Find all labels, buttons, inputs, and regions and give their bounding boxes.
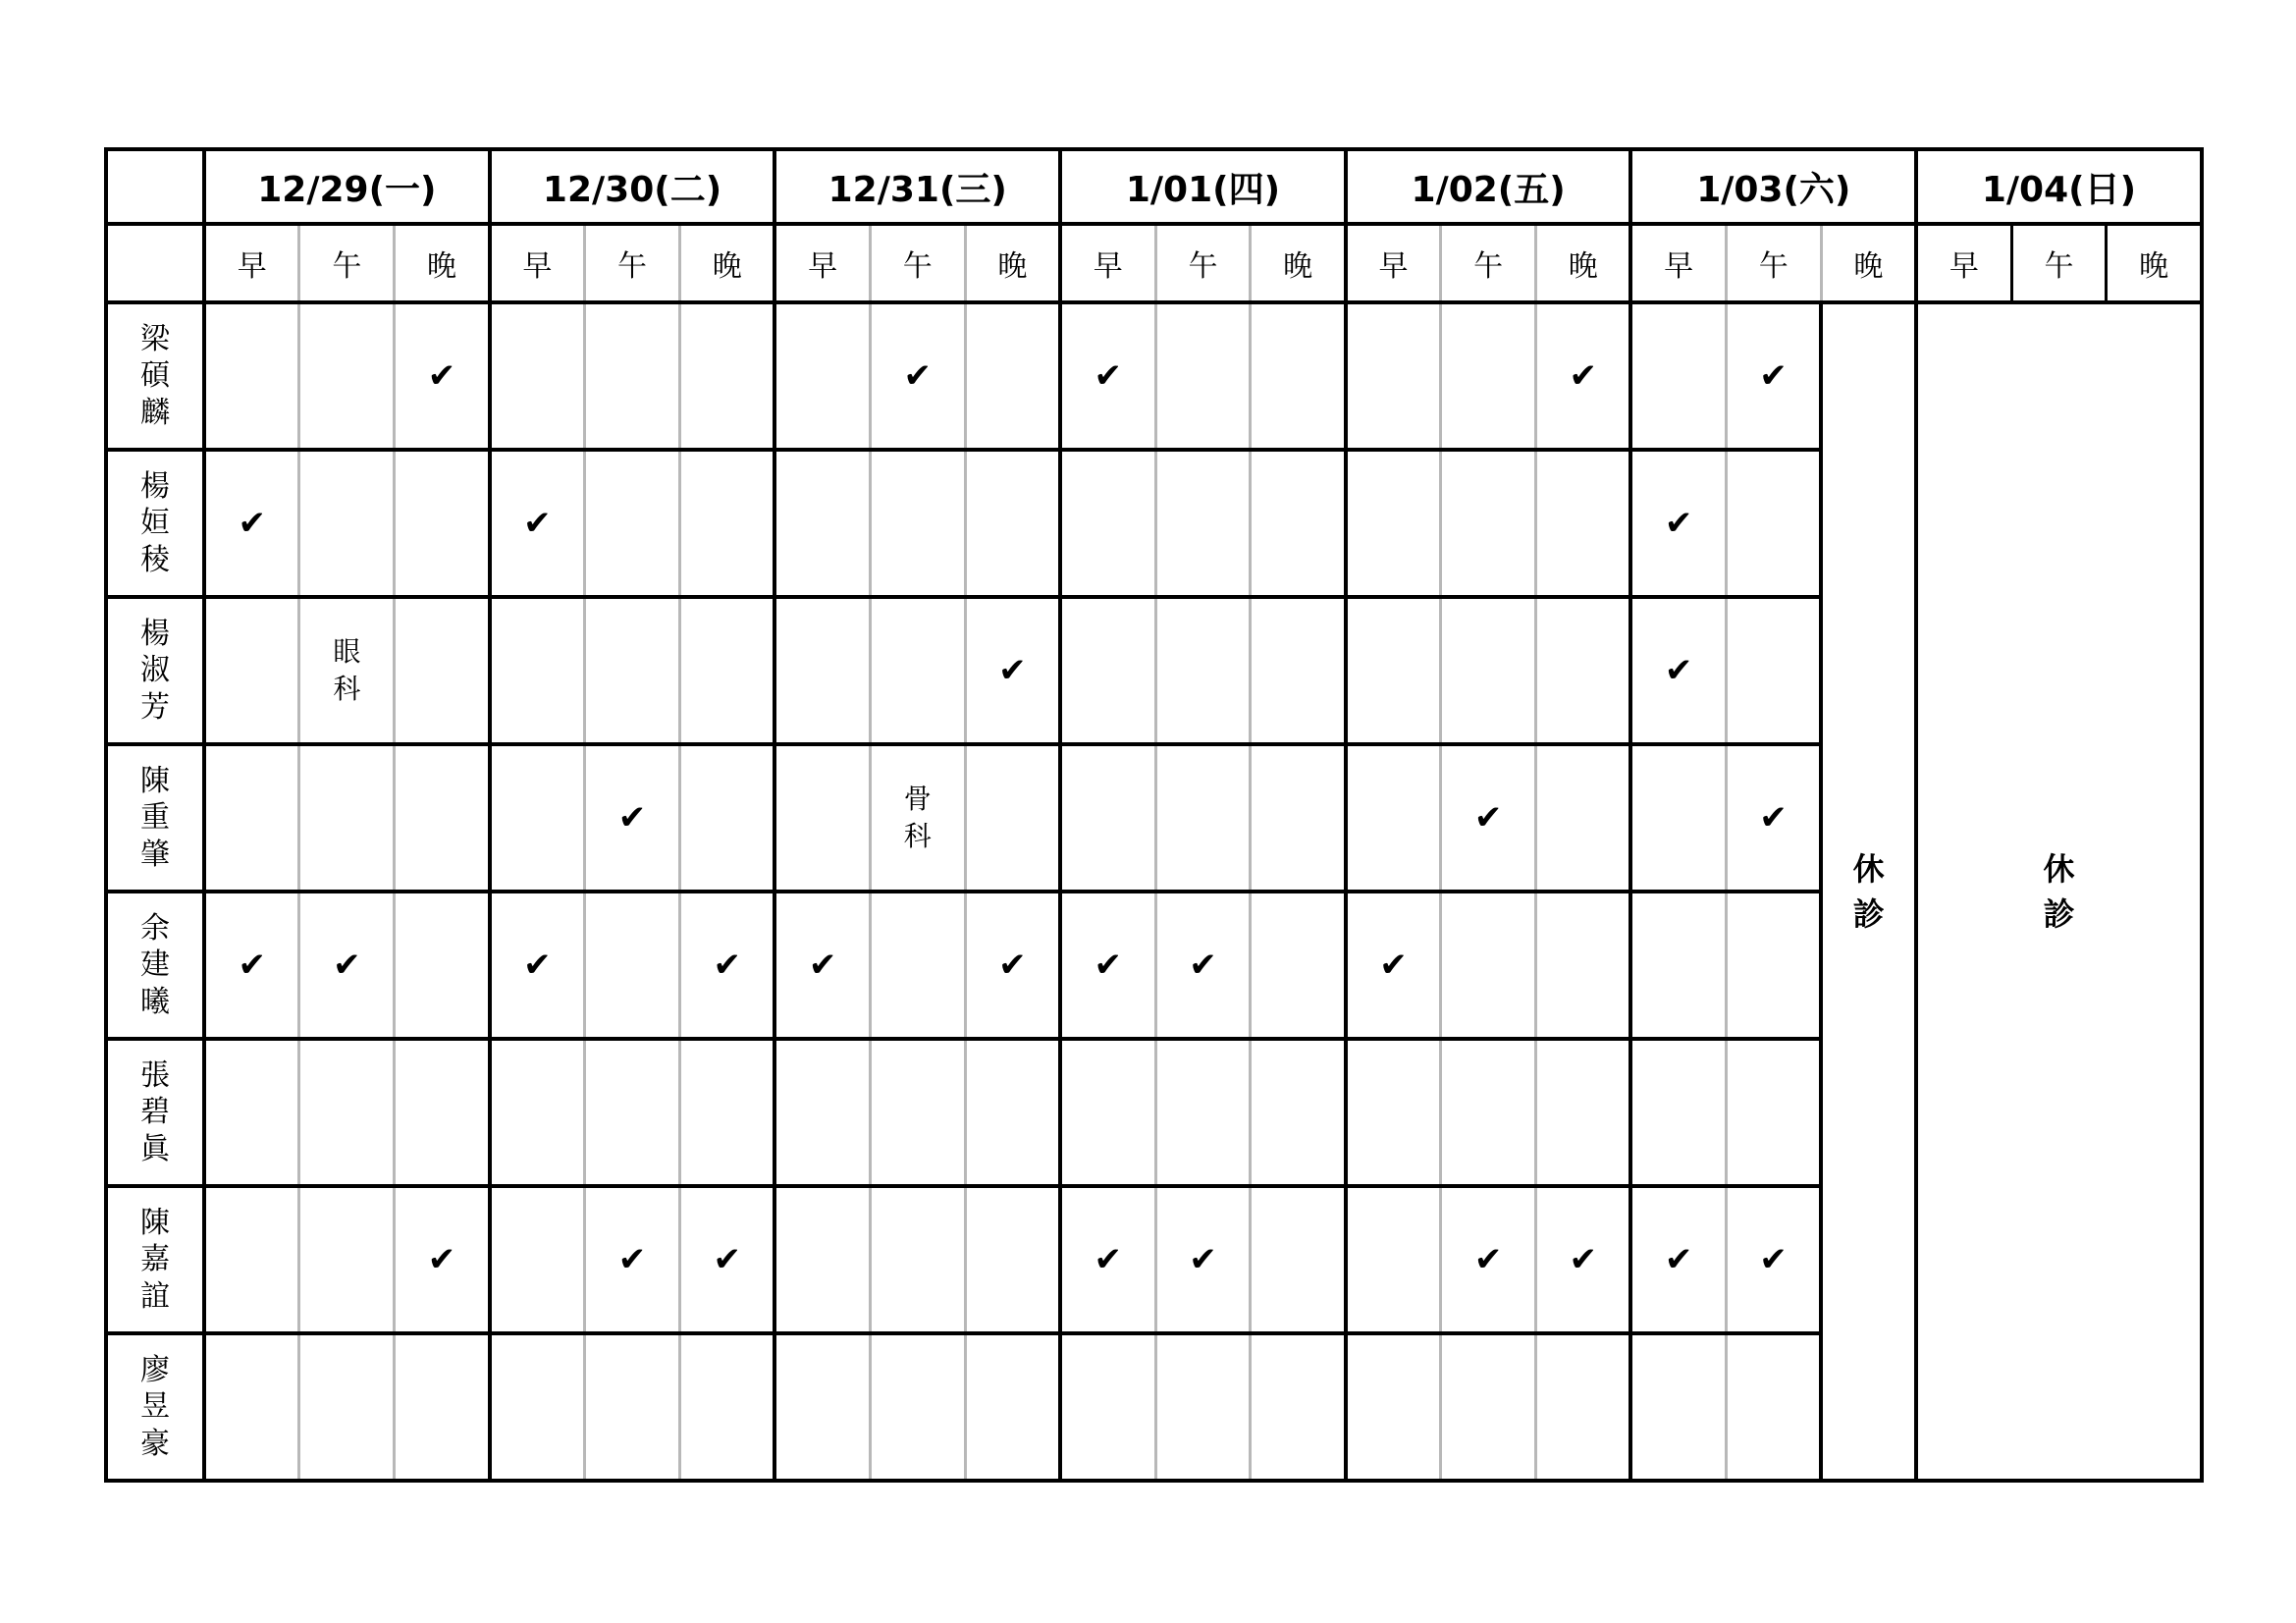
check-mark: ✔ (585, 744, 680, 892)
doctor-name-char: 建 (140, 947, 170, 983)
doctor-name-char: 碩 (140, 358, 170, 394)
empty-slot (1441, 1333, 1536, 1481)
slot-header: 早 (774, 224, 870, 302)
clinic-schedule-table (104, 147, 2204, 1483)
empty-slot (1251, 1039, 1346, 1186)
doctor-name-char: 廖 (140, 1352, 170, 1387)
empty-slot (204, 744, 299, 892)
date-header: 12/29(一) (204, 149, 490, 224)
check-mark: ✔ (965, 597, 1060, 744)
specialty-note-char: 科 (903, 820, 932, 852)
corner-cell (106, 224, 204, 302)
check-mark: ✔ (204, 892, 299, 1039)
empty-slot (490, 1333, 585, 1481)
date-header: 1/01(四) (1060, 149, 1346, 224)
empty-slot (679, 597, 774, 744)
empty-slot (774, 1333, 870, 1481)
empty-slot (774, 1039, 870, 1186)
date-header: 1/03(六) (1630, 149, 1916, 224)
doctor-name (106, 450, 204, 597)
empty-slot (870, 892, 965, 1039)
doctor-name (106, 1186, 204, 1333)
empty-slot (395, 450, 490, 597)
slot-header: 早 (1630, 224, 1726, 302)
doctor-name-char: 碧 (140, 1095, 170, 1130)
check-mark: ✔ (1536, 1186, 1631, 1333)
check-mark: ✔ (1726, 302, 1821, 450)
slot-header: 午 (2011, 224, 2107, 302)
check-mark: ✔ (965, 892, 1060, 1039)
doctor-name-char: 張 (140, 1057, 170, 1093)
doctor-name-char: 楊 (140, 468, 170, 504)
check-mark: ✔ (1155, 1186, 1251, 1333)
empty-slot (870, 1039, 965, 1186)
empty-slot (870, 597, 965, 744)
empty-slot (1060, 744, 1155, 892)
doctor-name-char: 淑 (140, 653, 170, 688)
empty-slot (679, 744, 774, 892)
doctor-row (106, 302, 2202, 450)
date-header: 12/30(二) (490, 149, 775, 224)
slot-header: 晚 (1821, 224, 1916, 302)
doctor-name-char: 梁 (140, 321, 170, 356)
empty-slot (1726, 597, 1821, 744)
doctor-name-char: 肇 (140, 837, 170, 872)
empty-slot (1536, 597, 1631, 744)
empty-slot (679, 1333, 774, 1481)
check-mark: ✔ (1155, 892, 1251, 1039)
empty-slot (1346, 302, 1441, 450)
empty-slot (1441, 302, 1536, 450)
doctor-name-char: 眞 (140, 1131, 170, 1166)
empty-slot (395, 744, 490, 892)
empty-slot (204, 1186, 299, 1333)
doctor-name-char: 稜 (140, 542, 170, 577)
empty-slot (204, 597, 299, 744)
slot-header: 早 (1916, 224, 2011, 302)
slot-header-row (106, 224, 2202, 302)
doctor-name-char: 芳 (140, 689, 170, 725)
slot-header: 午 (870, 224, 965, 302)
closed-evening-1-03 (1821, 302, 1916, 1481)
check-mark: ✔ (1630, 1186, 1726, 1333)
slot-header: 早 (204, 224, 299, 302)
empty-slot (1441, 892, 1536, 1039)
empty-slot (395, 1333, 490, 1481)
doctor-name-char: 楊 (140, 616, 170, 651)
empty-slot (299, 1039, 395, 1186)
empty-slot (774, 450, 870, 597)
doctor-name-char: 豪 (140, 1426, 170, 1461)
empty-slot (395, 892, 490, 1039)
doctor-name (106, 302, 204, 450)
check-mark: ✔ (679, 1186, 774, 1333)
empty-slot (1630, 892, 1726, 1039)
slot-header: 午 (1441, 224, 1536, 302)
empty-slot (1346, 597, 1441, 744)
doctor-name (106, 1333, 204, 1481)
empty-slot (490, 1186, 585, 1333)
doctor-name-char: 嘉 (140, 1242, 170, 1277)
slot-header: 晚 (679, 224, 774, 302)
empty-slot (1251, 597, 1346, 744)
empty-slot (490, 597, 585, 744)
empty-slot (395, 1039, 490, 1186)
slot-header: 晚 (2107, 224, 2202, 302)
check-mark: ✔ (774, 892, 870, 1039)
empty-slot (299, 1333, 395, 1481)
slot-header: 晚 (1251, 224, 1346, 302)
empty-slot (1536, 1039, 1631, 1186)
empty-slot (1251, 1333, 1346, 1481)
empty-slot (1155, 302, 1251, 450)
check-mark: ✔ (299, 892, 395, 1039)
specialty-note (870, 744, 965, 892)
empty-slot (1346, 1039, 1441, 1186)
empty-slot (490, 744, 585, 892)
empty-slot (774, 302, 870, 450)
doctor-name-char: 重 (140, 800, 170, 836)
check-mark: ✔ (1630, 450, 1726, 597)
empty-slot (299, 450, 395, 597)
empty-slot (1251, 892, 1346, 1039)
empty-slot (585, 1039, 680, 1186)
doctor-name-char: 余 (140, 910, 170, 946)
empty-slot (299, 1186, 395, 1333)
empty-slot (1726, 450, 1821, 597)
doctor-name (106, 892, 204, 1039)
empty-slot (1630, 1039, 1726, 1186)
closed-label-char: 休 (2043, 849, 2075, 888)
check-mark: ✔ (1060, 1186, 1155, 1333)
specialty-note-char: 科 (333, 673, 361, 705)
empty-slot (965, 302, 1060, 450)
doctor-name-char: 陳 (140, 1205, 170, 1240)
check-mark: ✔ (1726, 1186, 1821, 1333)
doctor-name (106, 597, 204, 744)
slot-header: 早 (490, 224, 585, 302)
empty-slot (1441, 597, 1536, 744)
empty-slot (1251, 302, 1346, 450)
empty-slot (395, 597, 490, 744)
doctor-name (106, 744, 204, 892)
check-mark: ✔ (490, 892, 585, 1039)
check-mark: ✔ (1441, 744, 1536, 892)
slot-header: 午 (1155, 224, 1251, 302)
check-mark: ✔ (1441, 1186, 1536, 1333)
slot-header: 午 (585, 224, 680, 302)
empty-slot (1251, 744, 1346, 892)
empty-slot (1726, 892, 1821, 1039)
empty-slot (299, 744, 395, 892)
empty-slot (965, 1333, 1060, 1481)
empty-slot (1536, 892, 1631, 1039)
empty-slot (1060, 1039, 1155, 1186)
empty-slot (490, 1039, 585, 1186)
empty-slot (965, 744, 1060, 892)
empty-slot (204, 1333, 299, 1481)
check-mark: ✔ (1060, 302, 1155, 450)
empty-slot (585, 1333, 680, 1481)
empty-slot (1155, 450, 1251, 597)
check-mark: ✔ (1060, 892, 1155, 1039)
date-header-row (106, 149, 2202, 224)
empty-slot (679, 450, 774, 597)
closed-day-1-04 (1916, 302, 2202, 1481)
empty-slot (1060, 597, 1155, 744)
closed-label-char: 休 (1852, 849, 1885, 888)
empty-slot (1346, 1186, 1441, 1333)
empty-slot (585, 450, 680, 597)
empty-slot (965, 1186, 1060, 1333)
doctor-name-char: 昱 (140, 1389, 170, 1425)
empty-slot (870, 1186, 965, 1333)
empty-slot (774, 597, 870, 744)
empty-slot (1346, 1333, 1441, 1481)
doctor-name-char: 曦 (140, 984, 170, 1019)
slot-header: 晚 (965, 224, 1060, 302)
empty-slot (1726, 1039, 1821, 1186)
empty-slot (1536, 450, 1631, 597)
empty-slot (1155, 1039, 1251, 1186)
doctor-name-char: 陳 (140, 763, 170, 798)
slot-header: 早 (1346, 224, 1441, 302)
empty-slot (1346, 744, 1441, 892)
check-mark: ✔ (679, 892, 774, 1039)
check-mark: ✔ (1726, 744, 1821, 892)
empty-slot (1726, 1333, 1821, 1481)
specialty-note-char: 眼 (333, 635, 361, 669)
specialty-note-char: 骨 (903, 783, 932, 816)
slot-header: 午 (1726, 224, 1821, 302)
empty-slot (870, 450, 965, 597)
empty-slot (679, 302, 774, 450)
empty-slot (870, 1333, 965, 1481)
specialty-note (299, 597, 395, 744)
check-mark: ✔ (585, 1186, 680, 1333)
empty-slot (1536, 744, 1631, 892)
doctor-name-char: 誼 (140, 1278, 170, 1314)
empty-slot (774, 744, 870, 892)
doctor-name (106, 1039, 204, 1186)
empty-slot (490, 302, 585, 450)
check-mark: ✔ (1536, 302, 1631, 450)
empty-slot (299, 302, 395, 450)
date-header: 1/04(日) (1916, 149, 2202, 224)
slot-header: 早 (1060, 224, 1155, 302)
closed-label-char: 診 (2043, 895, 2075, 933)
empty-slot (965, 1039, 1060, 1186)
empty-slot (1155, 744, 1251, 892)
check-mark: ✔ (204, 450, 299, 597)
empty-slot (774, 1186, 870, 1333)
empty-slot (1630, 302, 1726, 450)
doctor-name-char: 麟 (140, 395, 170, 430)
empty-slot (585, 302, 680, 450)
empty-slot (1060, 450, 1155, 597)
check-mark: ✔ (395, 1186, 490, 1333)
empty-slot (1251, 1186, 1346, 1333)
empty-slot (204, 302, 299, 450)
date-header: 12/31(三) (774, 149, 1060, 224)
empty-slot (204, 1039, 299, 1186)
empty-slot (1155, 1333, 1251, 1481)
empty-slot (1155, 597, 1251, 744)
empty-slot (1536, 1333, 1631, 1481)
empty-slot (1251, 450, 1346, 597)
empty-slot (1630, 744, 1726, 892)
doctor-name-char: 姮 (140, 506, 170, 541)
check-mark: ✔ (490, 450, 585, 597)
empty-slot (1630, 1333, 1726, 1481)
date-header: 1/02(五) (1346, 149, 1631, 224)
empty-slot (1060, 1333, 1155, 1481)
check-mark: ✔ (870, 302, 965, 450)
check-mark: ✔ (1346, 892, 1441, 1039)
empty-slot (1441, 1039, 1536, 1186)
empty-slot (679, 1039, 774, 1186)
slot-header: 晚 (1536, 224, 1631, 302)
empty-slot (585, 597, 680, 744)
empty-slot (585, 892, 680, 1039)
corner-cell (106, 149, 204, 224)
check-mark: ✔ (1630, 597, 1726, 744)
check-mark: ✔ (395, 302, 490, 450)
empty-slot (1346, 450, 1441, 597)
closed-label-char: 診 (1852, 895, 1885, 933)
empty-slot (1441, 450, 1536, 597)
slot-header: 晚 (395, 224, 490, 302)
slot-header: 午 (299, 224, 395, 302)
empty-slot (965, 450, 1060, 597)
